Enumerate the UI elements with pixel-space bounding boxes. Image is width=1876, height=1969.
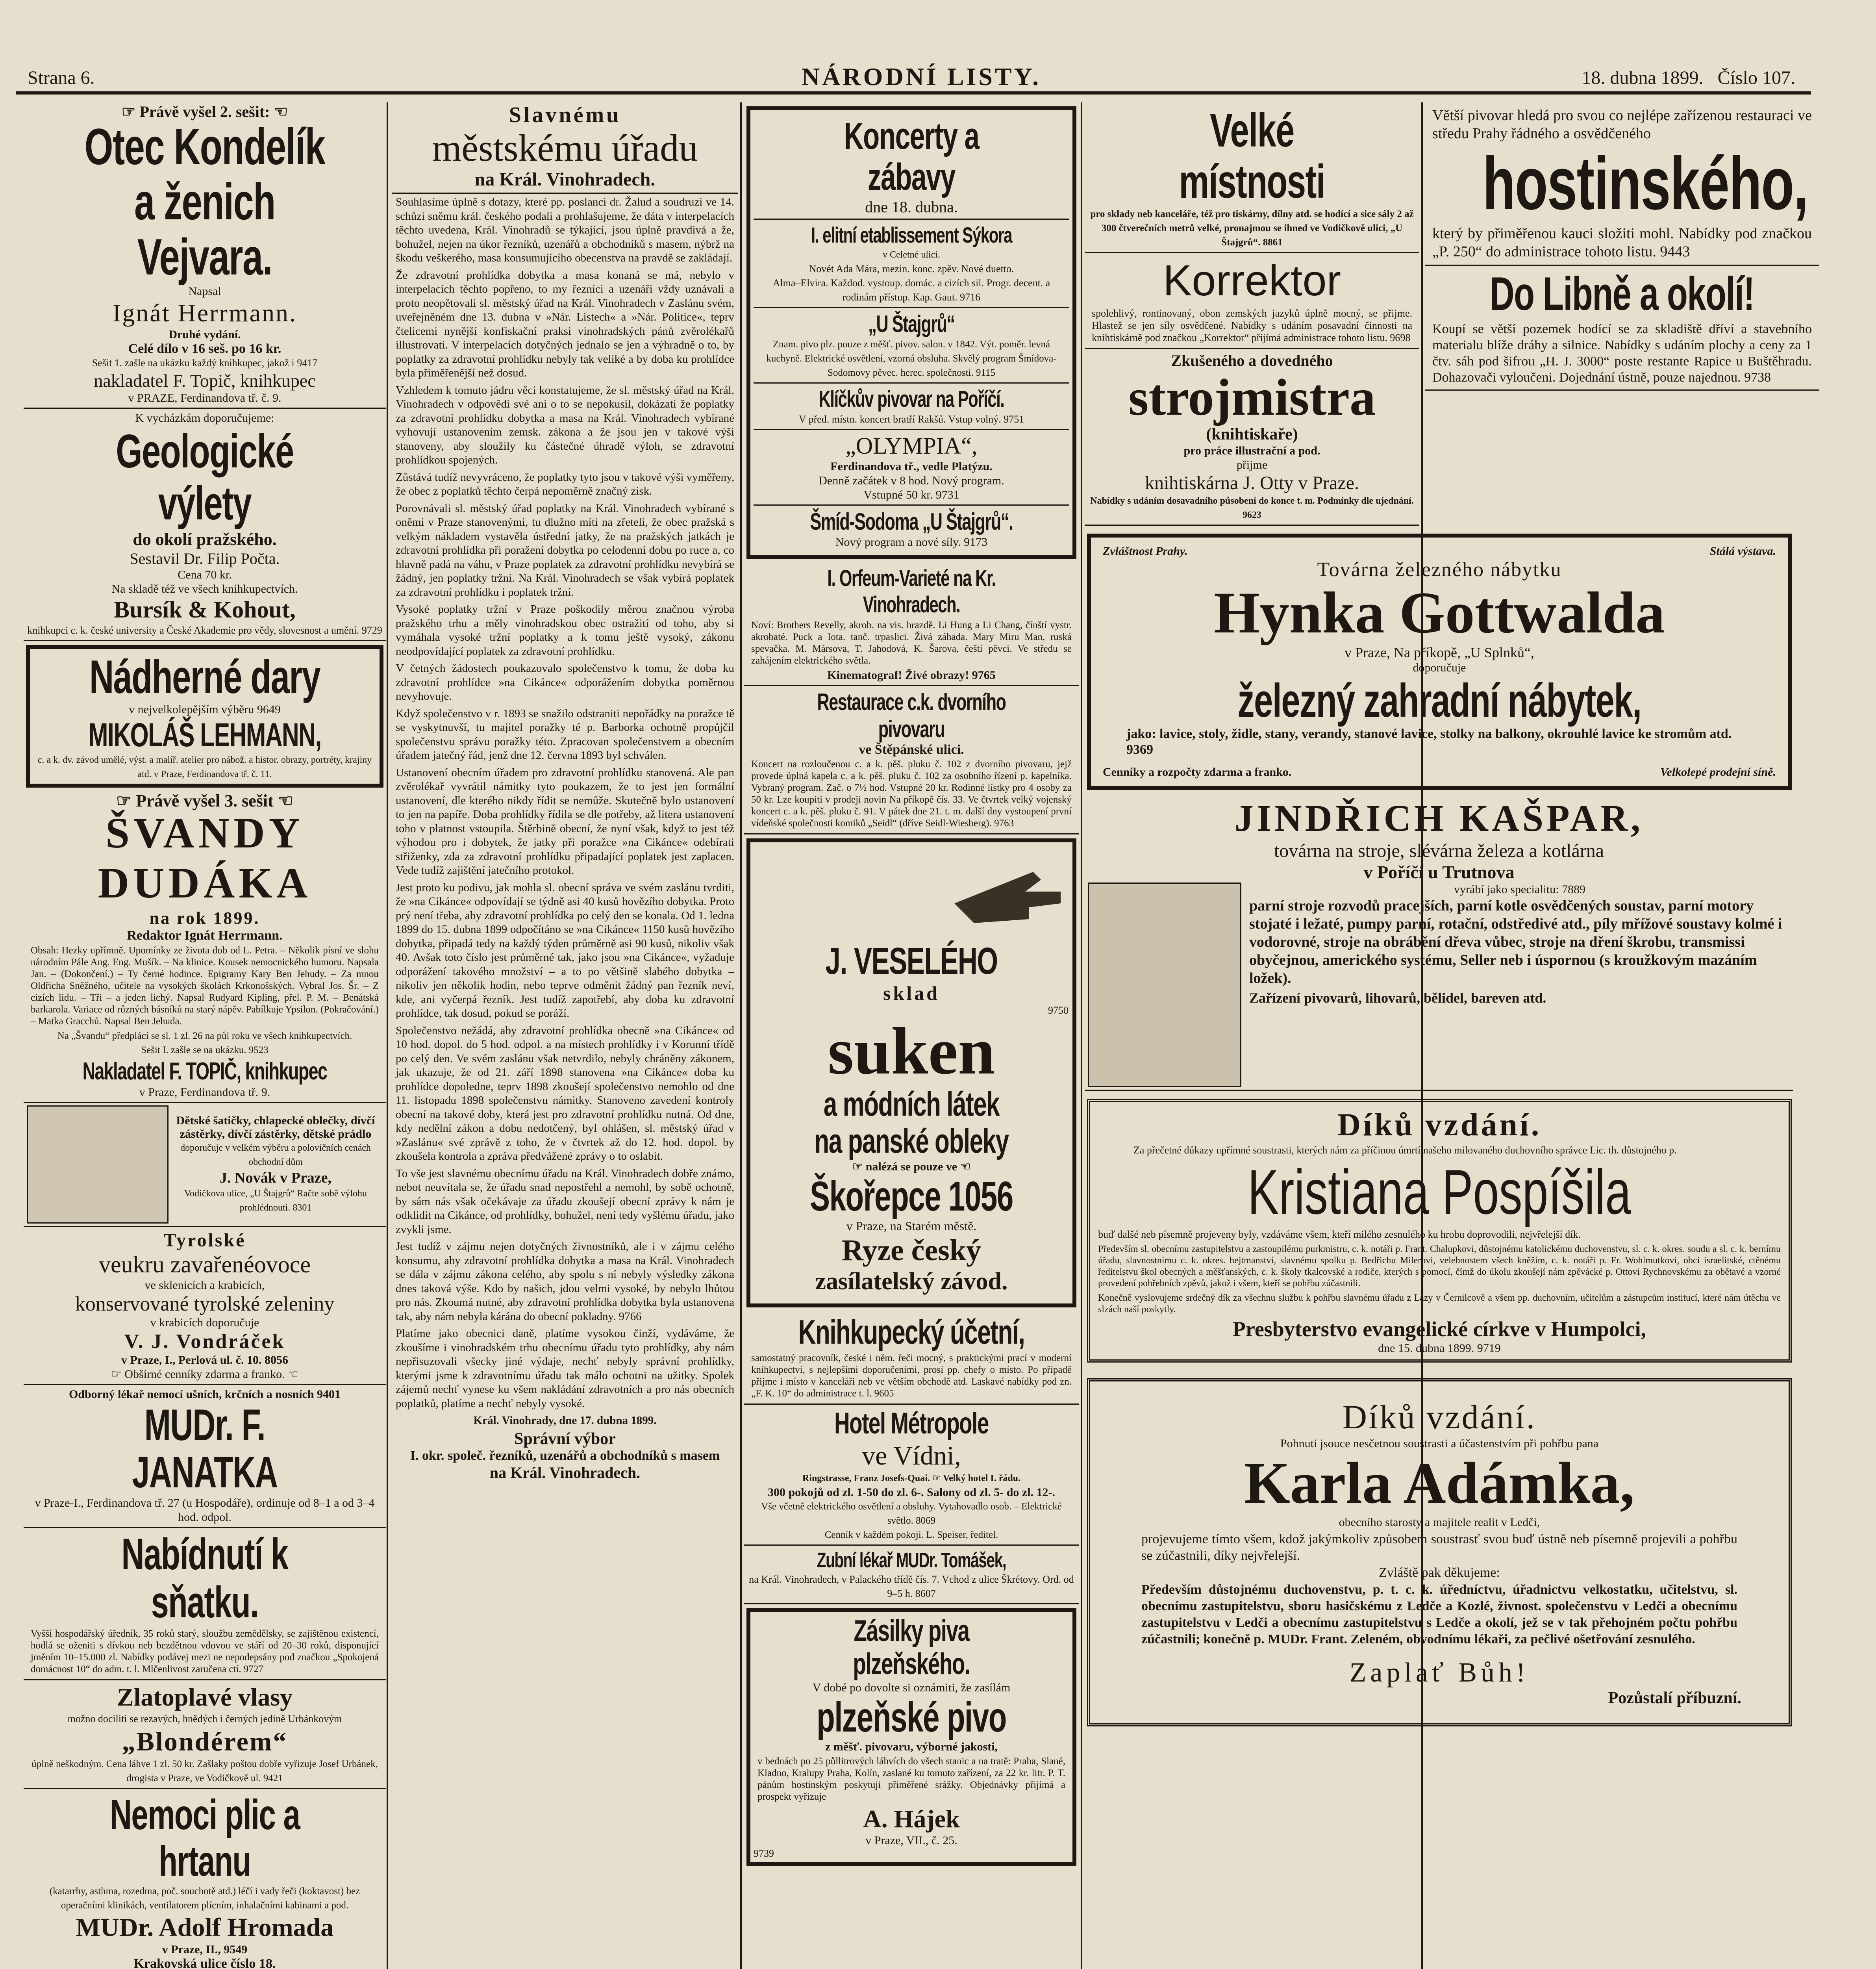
article-paragraph: To vše jest slavnému obecnímu úřadu na Král. Vinohradech dobře známo, nebot neuvítala se, že úřadu snad nepostřehl a nemohl, by sobě ochotně, by sám nás však očekávaje za úřadu zkoušejí obecní zprávy k nám je odklidit na Cikánce, od prohlídky, bohužel, není tedy vyšlému úřadu, jako zvykli jsme. xyxy=(396,1167,734,1236)
article-paragraph: Když společenstvo v r. 1893 se snažilo odstraniti nepořádky na poražce tě se vyskytnuvší, tu majitel poražky té p. Barborka ochotně propůjčil společenstvu správu poražky této. Zpracovan společenstvem a obecním úřadem jatečný řád, jenž dne 12. června 1893 byl schválen. xyxy=(396,707,734,762)
signature-place: na Král. Vinohradech. xyxy=(489,1463,641,1481)
issue-date: 18. dubna 1899. Číslo 107. xyxy=(1582,67,1795,88)
machine-illustration xyxy=(1088,883,1241,1087)
ad-kaspar: JINDŘICH KAŠPAR, továrna na stroje, slévárna železa a kotlárna v Poříčí u Trutnova vyrábí jako specialitu: 7889 parní stroje rozvodů pracejších, parní kotle osvědčených soustav, parní motory stojaté i ležaté, pumpy parní, rotační, odstředivé atd., píly mřížové soustavy kolmé i vodorovné, stroje na obrábění dřeva vůbec, stroje na dření škrobu, transmissi obyčejnou, amerického systému, Seller neb i úspornou (s kroužkovým mazáním ložek). Zařízení pivovarů, lihovarů, bělidel, bareven atd. xyxy=(1085,794,1793,1091)
column-rule xyxy=(387,102,388,1969)
article-heading-2: městskému úřadu xyxy=(432,127,698,169)
ad-liben: Do Libně a okolí! Koupí se větší pozemek hodící se za skladiště dříví a stavebního materialu blíže dráhy a silnice. Nabídky s udáním plochy a ceny za 1 čtv. sáh pod šifrou „H. J. 3000“ poste restante Rapice u Buštěhradu. Dohazovači vyloučeni. Dojednání ústně, pouze najednou. 9738 xyxy=(1425,266,1819,391)
page-number: Strana 6. xyxy=(28,67,95,88)
column-rule xyxy=(1081,102,1082,1969)
ad-diky-pospisil: Díků vzdání. Za přečetné důkazy upřímné soustrasti, kterých nám za příčinou úmrtí našeho milovaného duchovního správce Lic. th. důstojného p. Kristiana Pospíšila buď dalšé neb písemně projeveny byly, vzdáváme všem, kteří milého zesnulého ku hrobu doprovodili, nejvřelejší dík. Především sl. obecnímu zastupitelstvu a zastoupilému purkmistru, c. k. notáři p. Frant. Chalupkovi, důstojnému katolickému duchovenstvu, sl. c. k. okres. soudu a sl. c. k. bernímu úřadu, slavnostnímu c. k. okres. hejtmanství, slavnému spolku p. Bedřichu Milerovi, velebnostem všech kněžím, c. k. notáři p. Fr. Wohlmutkovi, obci israelitské, ctěnému ředitelstvu škol obecných a měšťanských, c. k. školy tkalcovské a rodiče, kterých s pomocí, čímž do úkolu zkoušejí nám zpěvácké p. Ottovi Rychnovskému za obětavé a vzorné provedení pohřebních zpěvů, jakož i všem, kteří se pohřbu zúčastnili. Konečně vyslovujeme srdečný dík za všechnu službu k pohřbu slavnému úřadu z Lázy v Černilcově a všem pp. duchovním, učitelům a zástupcům institucí, které nám útěchu ve slzách naší poskytly. Presbyterstvo evangelické církve v Humpolci, dne 15. dubna 1899. 9719 xyxy=(1087,1099,1792,1363)
pointing-hand-icon xyxy=(754,850,1069,941)
article-dateline: Král. Vinohrady, dne 17. dubna 1899. xyxy=(473,1414,657,1427)
column-3 xyxy=(744,102,1079,1969)
ad-velke-mistnosti: Velké místnosti pro sklady neb kanceláře, též pro tiskárny, dílny atd. se hodící a sice sály 2 až 300 čtverečních metrů velké, pronajmou se ihned ve Vodičkově ulici, „U Štajgrů“. 8861 xyxy=(1085,102,1419,253)
concerts-heading: Koncerty a zábavy dne 18. dubna. xyxy=(754,113,1069,220)
garden-furniture-heading: železný zahradní nábytek, xyxy=(1237,674,1641,727)
column-2-article xyxy=(392,102,738,1969)
concerts-box xyxy=(746,106,1076,559)
ad-snatek: Nabídnutí k sňatku. Vyšší hospodářský úředník, 35 roků starý, sloužbu zemědělsky, se zajištěnou existencí, hodlá se oženiti s dívkou neb bezdětnou vdovou ve stáří od 20–30 roků, disponující jměním 10–15.000 zl. Nabídky podávej mezi ne nepodepsány pod značkou „Spokojená domácnost 10“ do adm. t. l. Mlčenlivost zaručena ctí. 9727 xyxy=(24,1528,386,1680)
signature-committee: Správní výbor xyxy=(514,1429,616,1448)
article-heading-1: Slavnému xyxy=(509,103,621,127)
ad-vondracek: Tyrolské veukru zavařenéovoce ve sklenicích a krabicích, konservované tyrolské zeleniny v krabicích doporučuje V. J. Vondráček v Praze, I., Perlová ul. č. 10. 8056 ☞ Obšírné cenníky zdarma a franko. ☜ xyxy=(24,1227,386,1385)
column-1 xyxy=(24,102,386,1969)
ad-geologicke-vylety: K vycházkám doporučujeme: Geologické výlety do okolí pražského. Sestavil Dr. Filip Počta. Cena 70 kr. Na skladě též ve všech knihkupectvích. Bursík & Kohout, knihkupci c. k. české university a České Akademie pro vědy, slovesnost a umění. 9729 xyxy=(24,409,386,641)
article-paragraph: Vysoké poplatky tržní v Praze poškodily měrou značnou výroba pražského trhu a měly vinohradskou obec ostražití od toho, aby si vymáhala vysoké tržní poplatky a k tomu ještě vysoký, zákonu neodpovídající poplatek za zdravotní prohlídku. xyxy=(396,603,734,658)
concert-olympia: „OLYMPIA“, Ferdinandova tř., vedle Platýzu. Denně začátek v 8 hod. Nový program. Vstupné 50 kr. 9731 xyxy=(754,430,1069,506)
page-header xyxy=(16,59,1811,95)
ad-restaurace-pivovar: Restaurace c.k. dvorního pivovaru ve Štěpánské ulici. Koncert na rozloučenou c. a k. pěš. pluku č. 102 z dvorního pivovaru, jejž provede úplná kapela c. a k. pěš. pluku č. 102 za osobního řízení p. kapelníka. Vybraný program. Zač. o 7½ hod. Vstupné 20 kr. Rodinné lístky pro 4 osoby za 50 kr. Lze koupiti v prodeji novin Na příkopě čís. 33. Ve čtvrtek velký vojenský koncert c. a k. pěš. pluku č. 91. V pátek dne 21. t. m. další dny vystoupení první vídeňské společnosti komiků „Seidl“ (dříve Seidl-Wiesberg). 9763 xyxy=(744,686,1079,834)
concert-sykora: I. elitní etablissement Sýkora v Celetné ulici. Novét Ada Mára, mezin. konc. zpěv. Nové duetto. Alma–Elvira. Každod. vystoup. domác. a cizích sil. Progr. decent. a rodinám přístup. Kap. Gaut. 9716 xyxy=(754,220,1069,308)
article-heading-3: na Král. Vinohradech. xyxy=(392,169,738,194)
article-paragraph: Ustanovení obecním úřadem pro zdravotní prohlídku stanovená. Ale pan zvěrolékař vyvrátil námitky tyto poukazem, že to jest jen formální ustanovení, dle kterého nikdy řídit se nemůže. Skutečně bylo ustanovení to jen na papíře. Doba prohlídky řídila se dle potřeby, až litera ustanovení toho v platnost vstoupila. Štěrbině obecní, že nyní však, když to jest též výhodou pro i dobytek, že jatky při poražce »na Cikánce« odebírati střiženky, zda za zdravotní prohlídku připadající poplatek jest zaplacen. Vede tudíž zajištění jatečního protokol. xyxy=(396,766,734,877)
article-paragraph: Že zdravotní prohlídka dobytka a masa konaná se má, nebylo v interpelacích těchto popřeno, to my řezníci a uzenáři vždy uznávali a proto neopětovali sl. městský úřad na Král. Vinohradech v Zaslánu svém, uveřejněném dne 13. dubna v »Nár. Listech« a »Nár. Politice«, teprv čtelicemi nynější konfiskační praksi vinohradských pánů zvěrolékařů illustrovati. V interpelacích dotyčných jednalo se jen a výhradně o to, by poplatky za zdravotní prohlídku nebyly tak veliké a by doba ku prohlídce byla přiměřenější než dosud. xyxy=(396,269,734,379)
masthead: NÁRODNÍ LISTY. xyxy=(802,63,1041,91)
concert-stajgru: „U Štajgrů“ Znam. pivo plz. pouze z měšť. pivov. salon. v 1842. Výt. poměr. levná kuchyně. Elektrické osvětlení, vzorná obsluha. Skvělý program Šmídova-Sodomovy pěvec. herec. společnosti. 9115 xyxy=(754,308,1069,384)
ad-tomasek: Zubní lékař MUDr. Tomášek, na Král. Vinohradech, v Palackého třídě čís. 7. Vchod z ulice Škrétovy. Ord. od 9–5 h. 8607 xyxy=(744,1546,1079,1604)
ad-gottwald: Zvláštnost Prahy. Stálá výstava. Továrna železného nábytku Hynka Gottwalda v Praze, Na příkopě, „U Splnků“, doporučuje železný zahradní nábytek, jako: lavice, stoly, židle, stany, verandy, stanové lavice, stolky na balkony, okrouhlé lavice ke stromům atd. 9369 Cenníky a rozpočty zdarma a franko. Velkolepé prodejní síně. xyxy=(1087,534,1792,790)
column-rule xyxy=(740,102,742,1969)
signature-society: I. okr. společ. řezníků, uzenářů a obchodníků s masem xyxy=(410,1448,720,1463)
article-paragraph: Jest proto ku podivu, jak mohla sl. obecní správa ve svém zaslánu tvrditi, že »na Cikánce« odpovídají se týdně asi 40 kusů hovězího dobytka. Proto prý není třeba, aby zdravotní prohlídka po celý den se konala. Od 1. ledna 1899 do 15. dubna 1899 odpočítáno se »na Cikánce« 1150 kusů hovězího dobytka, připadá tedy na každý týden průměrně asi 90 kusů, nikoliv však 40. Avšak toto číslo jest průměrné tak, jako jsou »na Cikánce«, vyžaduje odporážení takového množství – a to po většině slabého dobytka – nikoliv jen několik hodin, nebo teprve odměnit žádný pan řezník neví, kde, ani vyčerpá řezník. Jest tudíž zapotřebí, aby doba ku zdravotní prohlídce, tak dosud, pokud se poráží. xyxy=(396,881,734,1020)
ad-plzenske-pivo: Zásilky piva plzeňského. V dobé po dovolte si oznámiti, že zasílám plzeňské pivo z měšť. pivovaru, výborné jakosti, v bednách po 25 půllitrových láhvích do všech stanic a na tratě: Praha, Slané, Kladno, Kralupy Praha, Kolín, zaslané ku tomuto zařízení, za 22 kr. litr. P. T. pánům hostinským poskytuji přiměřené srážky. Objednávky přijímá a prospekt vyřizuje A. Hájek v Praze, VII., č. 25. 9739 xyxy=(746,1608,1076,1866)
article-paragraph: Porovnávali sl. městský úřad poplatky na Král. Vinohradech vybírané s oněmi v Praze stanovenými, tu dlužno míti na zřeteli, že obec pražská s velkým nákladem vystavěla ústřední jatky, že na pražských jatkách je zdravotní prohlídka při poražení dobytka po celodenní dobu po ruce a, co hlavně padá na váhu, v Praze poplatek za zdravotní prohlídku nevybírá se žádný, jen poplatky tržní. Na Král. Vinohradech se však vybírá poplatek za zdravotní prohlídku i poplatek tržní. xyxy=(396,502,734,599)
ad-korrektor: Korrektor spolehlivý, rontinovaný, obon zemských jazyků úplně mocný, se přijme. Hlastež se jen síly osvědčené. Nabídky s udáním posavadní činnosti na knihtiskárně pod značkou „Korrektor“ přijímá administrace tohoto listu. 9698 xyxy=(1085,253,1419,349)
children-illustration xyxy=(27,1105,169,1224)
ad-diky-adamek: Díků vzdání. Pohnuti jsouce nesčetnou soustrasti a účastenstvím při pohřbu pana Karla Adámka, obecního starosty a majitele realit v Ledči, projevujeme tímto všem, kdož jakýmkoliv způsobem soustrasť svou buď ústně neb písemně projevili a pohřbu se zúčastnili, díky nejvřelejší. Zvláště pak děkujeme: Především důstojnému duchovenstvu, p. t. c. k. úředníctvu, úřadnictvu velkostatku, učitelstvu, sl. obecnímu zastupitelstvu, sboru hasičskému z Ledče a Kozlé, živnost. společenstvu v Ledči a obecnímu zastupitelstvu v Ledči a obecnímu zastupitelstvu s Ledče a okolí, jež se v tak přehojném počtu pohřbu zúčastnili; konečně p. MUDr. Frant. Zeleném, obvodnímu lékaři, za pečlivé ošetřování zesnulého. Zaplať Bůh! Pozůstalí příbuzní. xyxy=(1087,1378,1792,1726)
article-paragraph: Jest tudíž v zájmu nejen dotyčných živnostníků, ale i v zájmu celého konsumu, aby zdravotní prohlídka dobytka a masa na Král. Vinohradech se dála v zájmu zákona celého, aby spolu s ní nebyly výsledky zákona dnes taková výše. Kdo by našich, jdou velmi vysoké, by nebylo lhůtou pro nás. Zkoumá nutné, aby zdravotní prohlídka dobytka byla ustanovena tak, aby nám nebyla kárána do obecní pokladny. 9766 xyxy=(396,1240,734,1323)
ad-strojmistr: Zkušeného a dovedného strojmistra (knihtiskaře) pro práce illustrační a pod. přijme knihtiskárna J. Otty v Praze. Nabídky s udáním dosavadního působení do konce t. m. Podmínky dle ujednání. 9623 xyxy=(1085,349,1419,526)
ad-vesely-sukna: J. VESELÉHO sklad 9750 suken a módních látek na panské obleky ☞ nalézá se pouze ve ☜ Škořepce 1056 v Praze, na Starém městě. Ryze český zasílatelský závod. xyxy=(746,838,1076,1307)
ad-janatka: Odborný lékař nemocí ušních, krčních a nosních 9401 MUDr. F. JANATKA v Praze-I., Ferdinandova tř. 27 (u Hospodáře), ordinuje od 8–1 a od 3–4 hod. odpol. xyxy=(24,1385,386,1528)
article-paragraph: Platíme jako obecnici daně, platíme vysokou činží, vydáváme, že zkoušíme i vinohradském trhu obecnímu úřadu tyto prohlídky, aby nám nepřisuzovali všecky jiné výdaje, nechť nebyly správní prohlídky, kterými jsme k zdravotnímu úřadu tak málo ochotni na užitky. Spolek zájemů nechť vynese ku všem nakládání zdravotních a pro nás obecních poplatků, platíme a nechť nebyly vysoké. xyxy=(396,1327,734,1410)
concert-smid-sodoma: Šmíd-Sodoma „U Štajgrů“. Nový program a nové síly. 9173 xyxy=(810,508,1013,549)
ad-hostinsky: Větší pivovar hledá pro svou co nejlépe zařízenou restauraci ve středu Prahy řádného a osvědčeného hostinského, který by přiměřenou kauci složiti mohl. Nabídky pod značkou „P. 250“ do administrace tohoto listu. 9443 xyxy=(1425,102,1819,266)
article-paragraph: Vzhledem k tomuto jádru věci konstatujeme, že sl. městský úřad na Král. Vinohradech v odpovědi své ani o to se nepokusil, dokázati že poplatky za zdravotní prohlídku dobytka a masa na Král. Vinohradech vybírané vyhovují ustanovením zemsk. zákona a že jsou jen v takové výši stanoveny, aby sloužily ku částečné úhradě výloh, se zdravotní prohlídkou spojených. xyxy=(396,384,734,466)
article-paragraph: Zůstává tudíž nevyvráceno, že poplatky tyto jsou v takové výši vyměřeny, že obec z poplatků těchto čerpá nepoměrně značný zisk. xyxy=(396,471,734,497)
ad-hotel-metropole: Hotel Métropole ve Vídni, Ringstrasse, Franz Josefs-Quai. ☞ Velký hotel I. řádu. 300 pokojů od zl. 1-50 do zl. 6-. Salony od zl. 5- do zl. 12-. Vše včetně elektrického osvětlení a obsluhy. Vytahovadlo osob. – Elektrické světlo. 8069 Cenník v každém pokoji. L. Speiser, ředitel. xyxy=(744,1405,1079,1546)
ad-svanda-dudaka: ☞ Právě vyšel 3. sešit ☜ ŠVANDY DUDÁKA na rok 1899. Redaktor Ignát Herrmann. Obsah: Hezky upřímně. Upomínky ze života dob od L. Petra. – Několik písní ve slohu národním Pále Ang. Eng. Mušík. – Na klinice. Kousek nemocnického humoru. Napsala Jan. – (Dokončení.) – Ty černé hodince. Epigramy Kary Ben Jehudy. – Za mnou Oldřicha Sněžného, učitele na vysokých školách Krkonošských. Vybral Jos. Šr. – Z cizích lidu. – Tři – a jeden lichý. Napsal Rudyard Kipling, přel. P. M. – Benátská barkarola. Variace od různých básníků na starý nápěv. Pabílkuje Ypsilon. (Pokračování.) – Matka Gracchů. Napsal Ben Jehuda. Na „Švandu“ předplácí se sl. 1 zl. 26 na půl roku ve všech knihkupectvích. Sešit I. zašle se na ukázku. 9523 Nakladatel F. TOPIČ, knihkupec v Praze, Ferdinandova tř. 9. xyxy=(24,792,386,1103)
ad-hromada: Nemoci plic a hrtanu (katarrhy, asthma, rozedma, poč. souchotě atd.) léčí i vady řeči (koktavost) bez operačními klinikách, ventilatorem plícním, inhalačními kabinami a pod. MUDr. Adolf Hromada v Praze, II., 9549 Krakovská ulice číslo 18. xyxy=(24,1789,386,1969)
article-paragraph: V četných žádostech poukazovalo společenstvo k tomu, že doba ku zdravotní prohlídce »na Cikánce« odporážením dobytka poměrnou nevyhovuje. xyxy=(396,662,734,703)
ad-knihkupecky-ucetni: Knihkupecký účetní, samostatný pracovník, české i něm. řeči mocný, s praktickými prací v moderní knihkupectví, s nejlepšími doporučeními, prosí pp. chefy o místo. Po případě přijme i místo v kanceláři neb ve větším obchodě atd. Laskavé nabídky pod zn. „F. K. 10“ do administrace t. l. 9605 xyxy=(744,1311,1079,1405)
ad-novak: Dětské šatičky, chlapecké oblečky, dívčí zástěrky, dívčí zástěrky, dětské prádlo doporučuje v velkém výběru a polovičních cenách obchodní dům J. Novák v Praze, Vodičkova ulice, „U Štajgrů“ Račte sobě výlohu prohlédnouti. 8301 xyxy=(24,1103,386,1227)
ad-kondelik: ☞ Právě vyšel 2. sešit: ☜ Otec Kondelík a ženich Vejvara. Napsal Ignát Herrmann. Druhé vydání. Celé dílo v 16 seš. po 16 kr. Sešit 1. zašle na ukázku každý knihkupec, jakož i 9417 nakladatel F. Topič, knihkupec v PRAZE, Ferdinandova tř. č. 9. xyxy=(24,102,386,409)
ad-orfeum: I. Orfeum-Varieté na Kr. Vinohradech. Noví: Brothers Revelly, akrob. na vis. hrazdě. Li Hung a Li Chang, čínští vystr. akrobaté. Puck a Iota. tanč. trpaslici. Živá záhada. Mary Miru Man, ruská spevačka. M. Mársova, T. Jahodová, K. Šarova, čeští pěvci. Ve středu se zahájením elektrického světla. Kinematograf! Živé obrazy! 9765 xyxy=(744,563,1079,686)
concert-klickuv: Klíčkův pivovar na Poříčí. V před. místn. koncert bratří Rakšů. Vstup volný. 9751 xyxy=(754,384,1069,430)
article-paragraph: Společenstvo nežádá, aby zdravotní prohlídka obecně »na Cikánce« od 10 hod. dopol. do 5 hod. odpol. a na místech prohlídky i v Korunní třídě po celý den. Ve svém zaslánu však netvrdilo, nebyly chráněny zákonem, jak ukazuje, že od 21. září 1898 stanovena »na Cikánce« doba ku prohlídce dopoledne, teprv 1898 zkoušejí společenstvo nemohlo od dne 11. listopadu 1898 společenstvu námitky. Stanoveno zavedení kontroly obecní na takové doby, která jest pro zdravotní prohlídku nutná. Od dne, kdy nedělní zákon a dobu nedotčený, byl ohlášen, sl. městský úřad v »Zaslánu« své zprávě z toho, že v čtvrtek až do 12. hod. dopol. by zkoušela kontrola a zpráva předvážené zprávy o to oslabit. xyxy=(396,1024,734,1162)
ad-blonder: Zlatoplavé vlasy možno dociliti se rezavých, hnědých i černých jedině Urbánkovým „Blondérem“ úplně neškodným. Cena láhve 1 zl. 50 kr. Zašlaky poštou dobře vyřizuje Josef Urbánek, drogista v Praze, ve Vodičkově ul. 9421 xyxy=(24,1680,386,1789)
article-paragraph: Souhlasíme úplně s dotazy, které pp. poslanci dr. Žalud a soudruzi ve 14. schůzi sněmu král. českého podali a prohlašujeme, že dáta v interpelacích těchto uvedena, Král. Vinohradů se týkající, jsou úplně pravdivá a že, bohužel, nejen na úkor řezníků, uzenářů a obchodníků s masem, nýbrž na škodu veškerého, masa konsumujícího obecenstva na pravdě se zakládají. xyxy=(396,196,734,264)
column-5 xyxy=(1425,102,1819,693)
ad-nadherne-dary: Nádherné dary v nejvelkolepějším výběru 9649 MIKOLÁŠ LEHMANN, c. a k. dv. závod umělé, výst. a malíř. atelier pro nábož. a histor. obrazy, portréty, krajiny atd. v Praze, Ferdinandova tř. č. 11. xyxy=(26,645,383,788)
